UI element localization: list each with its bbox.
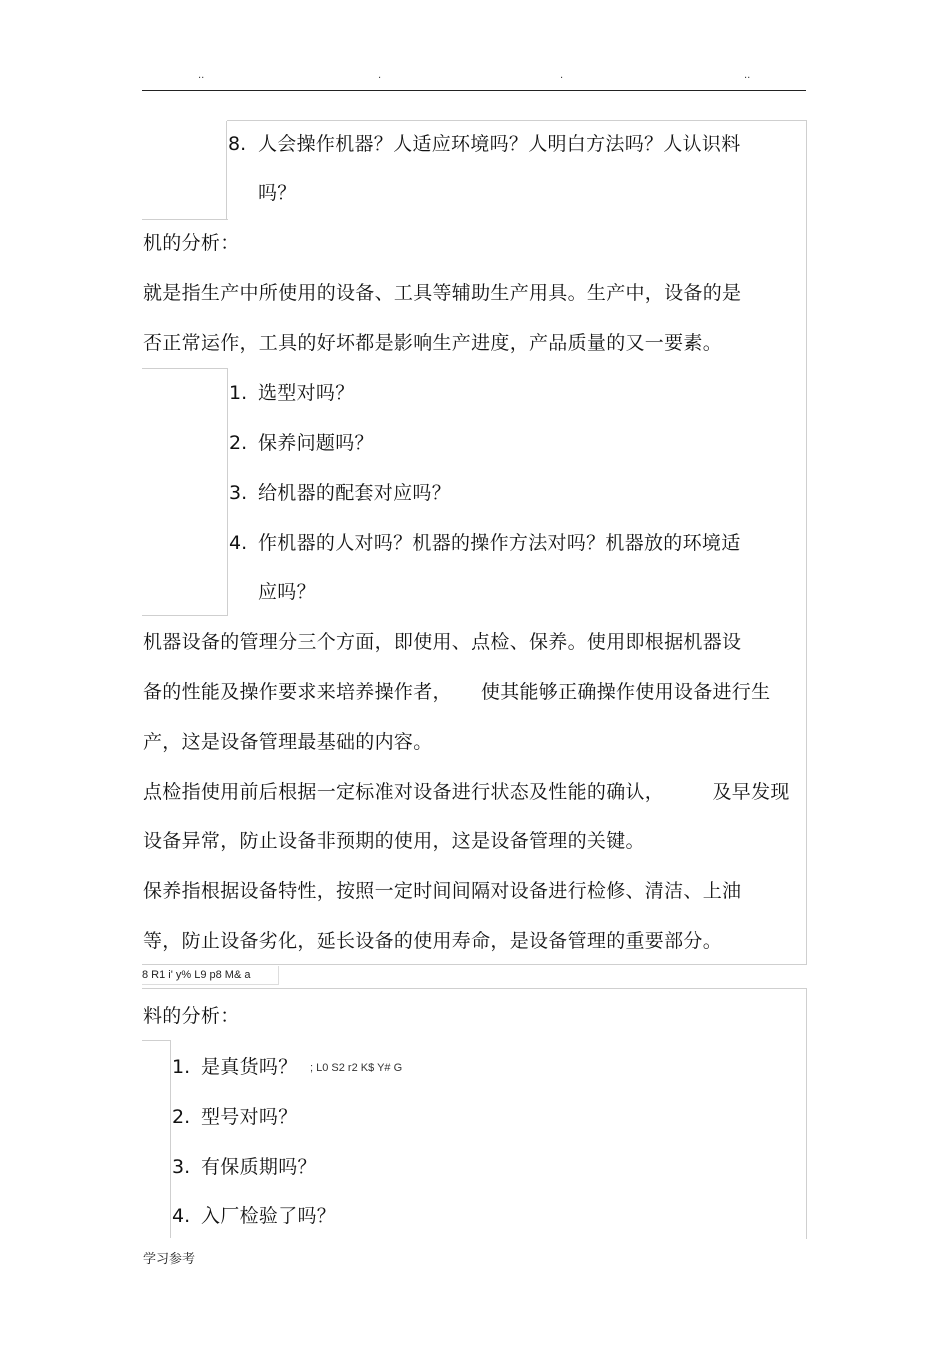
list-number: 4. bbox=[229, 532, 248, 554]
list-number: 3. bbox=[229, 482, 248, 504]
header-mark: . bbox=[560, 70, 564, 81]
list-number: 1. bbox=[172, 1056, 191, 1078]
frame-line bbox=[142, 615, 228, 616]
frame-line bbox=[142, 1040, 171, 1041]
paragraph-line: 保养指根据设备特性，按照一定时间间隔对设备进行检修、清洁、上油 bbox=[143, 880, 742, 902]
list-item-text: 选型对吗？ bbox=[258, 382, 355, 404]
list-number: 4. bbox=[172, 1205, 191, 1227]
paragraph-line: 等，防止设备劣化，延长设备的使用寿命，是设备管理的重要部分。 bbox=[143, 930, 723, 952]
paragraph-line: 产，这是设备管理最基础的内容。 bbox=[143, 731, 433, 753]
list-item-text: 型号对吗？ bbox=[201, 1106, 298, 1128]
paragraph-line: 就是指生产中所使用的设备、工具等辅助生产用具。生产中，设备的是 bbox=[143, 282, 742, 304]
paragraph-line: 设备异常，防止设备非预期的使用，这是设备管理的关键。 bbox=[143, 830, 645, 852]
footer-text: 学习参考 bbox=[143, 1252, 196, 1267]
frame-line bbox=[142, 219, 228, 220]
list-number: 8. bbox=[228, 133, 247, 155]
header-mark: .. bbox=[744, 70, 751, 81]
paragraph-line: 点检指使用前后根据一定标准对设备进行状态及性能的确认， 及早发现 bbox=[143, 781, 790, 803]
list-item-text: 作机器的人对吗？机器的操作方法对吗？机器放的环境适 bbox=[258, 532, 741, 554]
list-item-text: 保养问题吗？ bbox=[258, 432, 374, 454]
list-item-text-cont: 应吗？ bbox=[258, 581, 316, 603]
paragraph-line: 机器设备的管理分三个方面，即使用、点检、保养。使用即根据机器设 bbox=[143, 631, 742, 653]
frame-line bbox=[142, 368, 228, 369]
paragraph-line: 否正常运作，工具的好坏都是影响生产进度，产品质量的又一要素。 bbox=[143, 332, 723, 354]
list-item-text: 人会操作机器？人适应环境吗？人明白方法吗？人认识料 bbox=[258, 133, 741, 155]
section-heading-material: 料的分析： bbox=[143, 1005, 240, 1027]
frame-line bbox=[170, 1040, 171, 1238]
list-item-text-cont: 吗？ bbox=[258, 182, 297, 204]
list-number: 3. bbox=[172, 1156, 191, 1178]
list-number: 2. bbox=[229, 432, 248, 454]
noise-tag: 8 R1 i' y% L9 p8 M& a bbox=[142, 966, 279, 985]
noise-text: ; L0 S2 r2 K$ Y# G bbox=[310, 1062, 403, 1074]
header-mark: . bbox=[378, 70, 382, 81]
header-rule bbox=[142, 90, 806, 91]
list-item-text: 入厂检验了吗？ bbox=[201, 1205, 337, 1227]
paragraph-line: 备的性能及操作要求来培养操作者， 使其能够正确操作使用设备进行生 bbox=[143, 681, 771, 703]
section-heading-machine: 机的分析： bbox=[143, 232, 240, 254]
list-number: 1. bbox=[229, 382, 248, 404]
list-item-text: 给机器的配套对应吗？ bbox=[258, 482, 452, 504]
header-mark: .. bbox=[198, 70, 205, 81]
frame-line bbox=[227, 368, 228, 616]
list-item-text: 有保质期吗？ bbox=[201, 1156, 317, 1178]
list-item-text: 是真货吗？ bbox=[201, 1056, 298, 1078]
list-number: 2. bbox=[172, 1106, 191, 1128]
